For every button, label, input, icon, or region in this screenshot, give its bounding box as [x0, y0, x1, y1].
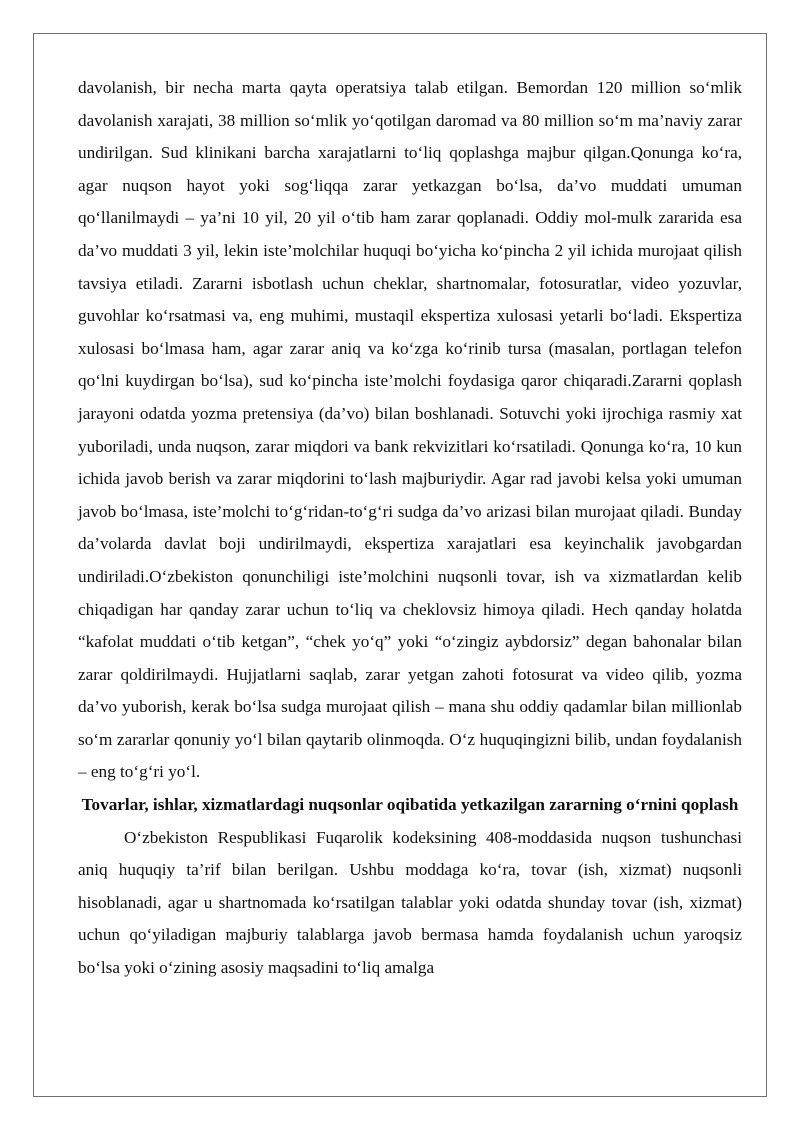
section-heading: Tovarlar, ishlar, xizmatlardagi nuqsonlar oqibatida yetkazilgan zararning o‘rnini qoplash [81, 795, 739, 815]
body-paragraph-continued: O‘zbekiston Respublikasi Fuqarolik kodeksining 408-moddasida nuqson tushunchasi aniq huquqiy ta’rif bilan berilgan. Ushbu moddaga ko‘ra, tovar (ish, xizmat) nuqsonli hisoblanadi, agar u shartnomada ko‘rsatilgan talablar yoki odatda shunday tovar (ish, xizmat) uchun qo‘yiladigan majburiy talablarga javob bermasa hamda foydalanish uchun yaroqsiz bo‘lsa yoki o‘zining asosiy maqsadini to‘liq amalga [78, 827, 742, 978]
page-content [78, 72, 742, 985]
body-paragraph: davolanish, bir necha marta qayta operatsiya talab etilgan. Bemordan 120 million so‘mlik davolanish xarajati, 38 million so‘mlik yo‘qotilgan daromad va 80 million so‘m ma’naviy zarar undirilgan. Sud klinikani barcha xarajatlarni to‘liq qoplashga majbur qilgan.Qonunga ko‘ra, agar nuqson hayot yoki sog‘liqqa zarar yetkazgan bo‘lsa, da’vo muddati umuman qo‘llanilmaydi – ya’ni 10 yil, 20 yil o‘tib ham zarar qoplanadi. Oddiy mol-mulk zararida esa da’vo muddati 3 yil, lekin iste’molchilar huquqi bo‘yicha ko‘pincha 2 yil ichida murojaat qilish tavsiya etiladi. Zararni isbotlash uchun cheklar, shartnomalar, fotosuratlar, video yozuvlar, guvohlar ko‘rsatmasi va, eng muhimi, mustaqil ekspertiza xulosasi yetarli bo‘ladi. Ekspertiza xulosasi bo‘lmasa ham, agar zarar aniq va ko‘zga ko‘rinib tursa (masalan, portlagan telefon qo‘lni kuydirgan bo‘lsa), sud ko‘pincha iste’molchi foydasiga qaror chiqaradi.Zararni qoplash jarayoni odatda yozma pretensiya (da’vo) bilan boshlanadi. Sotuvchi yoki ijrochiga rasmiy xat yuboriladi, unda nuqson, zarar miqdori va bank rekvizitlari ko‘rsatiladi. Qonunga ko‘ra, 10 kun ichida javob berish va zarar miqdorini to‘lash majburiydir. Agar rad javobi kelsa yoki umuman javob bo‘lmasa, iste’molchi to‘g‘ridan-to‘g‘ri sudga da’vo arizasi bilan murojaat qiladi. Bunday da’volarda davlat boji undirilmaydi, ekspertiza xarajatlari esa keyinchalik javobgardan undiriladi.O‘zbekiston qonunchiligi iste’molchini nuqsonli tovar, ish va xizmatlardan kelib chiqadigan har qanday zarar uchun to‘liq va cheklovsiz himoya qiladi. Hech qanday holatda “kafolat muddati o‘tib ketgan”, “chek yo‘q” yoki “o‘zingiz aybdorsiz” degan bahonalar bilan zarar qoldirilmaydi. Hujjatlarni saqlab, zarar yetgan zahoti fotosurat va video qilib, yozma da’vo yuborish, kerak bo‘lsa sudga murojaat qilish – mana shu oddiy qadamlar bilan millionlab so‘m zararlar qonuniy yo‘l bilan qaytarib olinmoqda. O‘z huquqingizni bilib, undan foydalanish – eng to‘g‘ri yo‘l. [78, 78, 742, 782]
